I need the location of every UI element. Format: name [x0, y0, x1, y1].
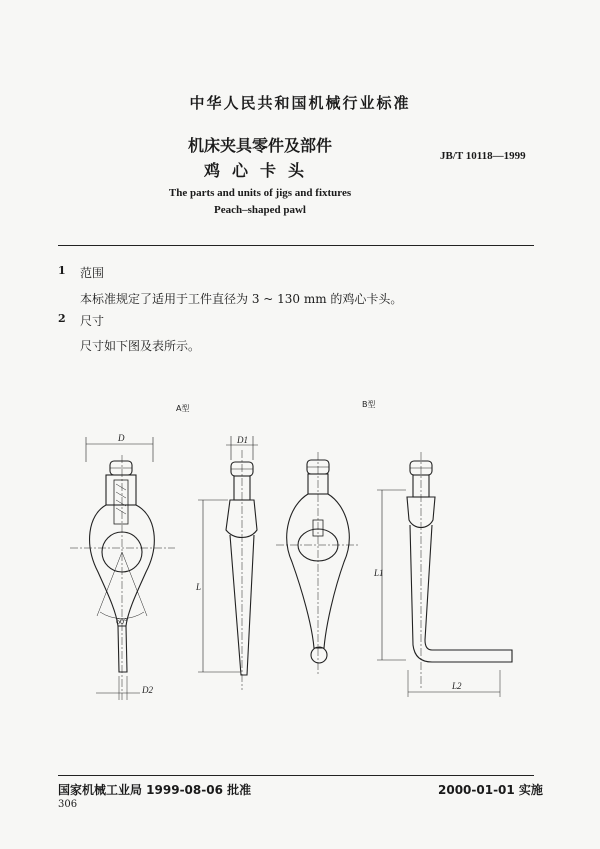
footer-divider: [58, 775, 534, 776]
document-title-cn: 机床夹具零件及部件: [187, 136, 332, 155]
dim-l1-label: L1: [374, 568, 384, 578]
page-number: 306: [58, 799, 78, 810]
type-b-front-view: [276, 452, 360, 675]
technical-drawing: [0, 390, 600, 720]
section-1-title: 范围: [80, 266, 105, 280]
type-a-front-view: [70, 437, 175, 700]
type-a-label: A型: [176, 404, 190, 413]
document-subtitle-en: Peach–shaped pawl: [214, 204, 306, 216]
dim-l2-label: L2: [452, 681, 462, 691]
approval-text: 国家机械工业局 1999-08-06 批准: [58, 783, 252, 797]
document-subtitle-cn: 鸡心卡头: [203, 161, 316, 180]
dim-l-label: L: [196, 582, 202, 592]
dim-d2-label: D2: [142, 685, 153, 695]
dim-d1-label: D1: [237, 435, 248, 445]
industry-standard-heading: 中华人民共和国机械行业标准: [189, 94, 411, 112]
section-1-text: 本标准规定了适用于工件直径为 3 ~ 130 mm 的鸡心卡头。: [80, 292, 403, 306]
header-divider: [58, 245, 534, 246]
type-a-side-view: [198, 436, 258, 690]
standard-number: JB/T 10118—1999: [440, 150, 526, 162]
type-b-side-view: [377, 452, 512, 697]
section-1-number: 1: [58, 264, 66, 277]
angle-label: 60°: [116, 617, 128, 626]
section-2-text: 尺寸如下图及表所示。: [80, 339, 201, 353]
section-2-title: 尺寸: [80, 314, 105, 328]
implementation-text: 2000-01-01 实施: [438, 783, 543, 797]
dim-d-label: D: [118, 433, 125, 443]
type-b-label: B型: [362, 400, 376, 409]
section-2-number: 2: [58, 312, 66, 325]
document-title-en: The parts and units of jigs and fixtures: [168, 187, 352, 199]
